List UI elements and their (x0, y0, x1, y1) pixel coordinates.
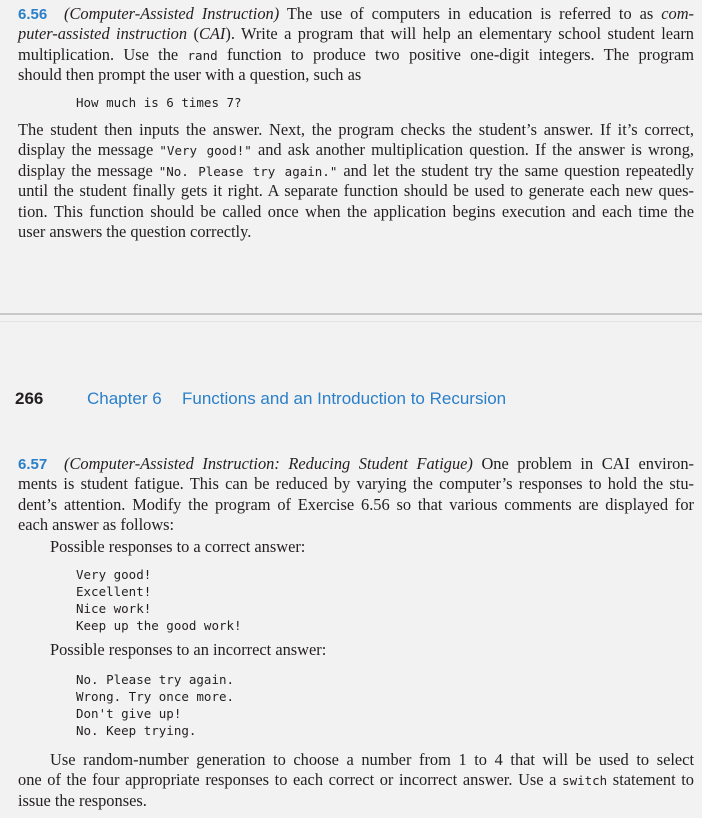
text: until the student finally gets it right. A separate function should be used to generate each new ques- (18, 181, 694, 201)
text: each answer as follows: (18, 515, 175, 535)
text-line (18, 140, 694, 160)
exercise-6-57-intro (18, 454, 694, 536)
incorrect-responses-label: Possible responses to an incorrect answer: (50, 640, 327, 659)
code-line: Excellent! (76, 584, 152, 599)
text-line (18, 750, 694, 770)
text: ( (187, 24, 199, 44)
code-line: No. Please try again. (76, 672, 235, 687)
text: and let the student try the same question repeatedly (337, 160, 694, 180)
text-line (18, 515, 694, 535)
inline-code: "Very good!" (159, 143, 252, 159)
text: issue the responses. (18, 790, 147, 810)
page-number: 266 (15, 389, 44, 408)
text: multiplication. Use the (18, 44, 188, 64)
italic-text: CAI (198, 24, 226, 44)
text: The use of computers in education is referred to as (279, 4, 662, 23)
correct-responses-list (76, 566, 242, 634)
exercise-6-56-body (18, 120, 694, 242)
page-divider-shadow (0, 321, 702, 322)
text: and ask another multiplication question. If the answer is wrong, (251, 140, 694, 160)
text: should then prompt the user with a question, such as (18, 65, 362, 85)
chapter-title: Functions and an Introduction to Recursion (182, 389, 507, 408)
inline-code: rand (187, 47, 218, 63)
correct-responses-label: Possible responses to a correct answer: (50, 537, 306, 556)
text: Use random-number generation to choose a number from 1 to 4 that will be used to select (50, 750, 694, 769)
text-line (18, 791, 694, 811)
text: ments is student fatigue. This can be reduced by varying the computer’s responses to hold the stu- (18, 474, 694, 494)
inline-code: "No. Please try again." (158, 163, 338, 179)
text: One problem in CAI environ- (472, 454, 694, 473)
code-line: Keep up the good work! (76, 618, 242, 633)
text: display the message (18, 160, 159, 180)
exercise-number: 6.57 (18, 456, 48, 473)
text: dent’s attention. Modify the program of Exercise 6.56 so that various comments are displayed for (18, 494, 694, 514)
text-line (18, 161, 694, 181)
text: statement to (607, 770, 694, 790)
exercise-number: 6.56 (18, 6, 48, 23)
text: ). Write a program that will help an elementary school student learn (225, 24, 695, 44)
text: function to produce two positive one-digit integers. The program (217, 44, 694, 64)
text: user answers the question correctly. (18, 221, 252, 241)
text-line (18, 770, 694, 790)
text-line (18, 495, 694, 515)
exercise-6-57-body (18, 750, 694, 811)
italic-text: (Computer-Assisted Instruction) (64, 4, 280, 23)
code-line: No. Keep trying. (76, 723, 197, 738)
text-line (18, 454, 694, 474)
code-line: Wrong. Try once more. (76, 689, 235, 704)
code-line: Nice work! (76, 601, 152, 616)
text-line (18, 24, 694, 44)
inline-code: switch (562, 773, 608, 789)
text-line (18, 4, 694, 24)
text: one of the four appropriate responses to each correct or incorrect answer. Use a (18, 770, 563, 790)
code-line: How much is 6 times 7? (76, 95, 242, 110)
code-sample-question (76, 94, 242, 111)
italic-text: puter-assisted instruction (18, 24, 188, 44)
text-line (18, 474, 694, 494)
text: The student then inputs the answer. Next, the program checks the student’s answer. If it’s correct, (18, 120, 694, 139)
text-line (18, 120, 694, 140)
text-line (18, 65, 694, 85)
italic-text: com- (661, 4, 694, 23)
text-line (18, 45, 694, 65)
exercise-6-56-intro (18, 4, 694, 86)
code-line: Very good! (76, 567, 152, 582)
chapter-label: Chapter 6 (87, 389, 162, 408)
code-line: Don't give up! (76, 706, 182, 721)
text: tion. This function should be called once when the application begins execution and each time the (18, 201, 694, 221)
text-line (18, 181, 694, 201)
text: display the message (18, 140, 160, 160)
italic-text: (Computer-Assisted Instruction: Reducing Student Fatigue) (64, 454, 473, 473)
text-line (18, 202, 694, 222)
page-divider (0, 313, 702, 315)
text-line (18, 222, 694, 242)
incorrect-responses-list (76, 671, 234, 739)
